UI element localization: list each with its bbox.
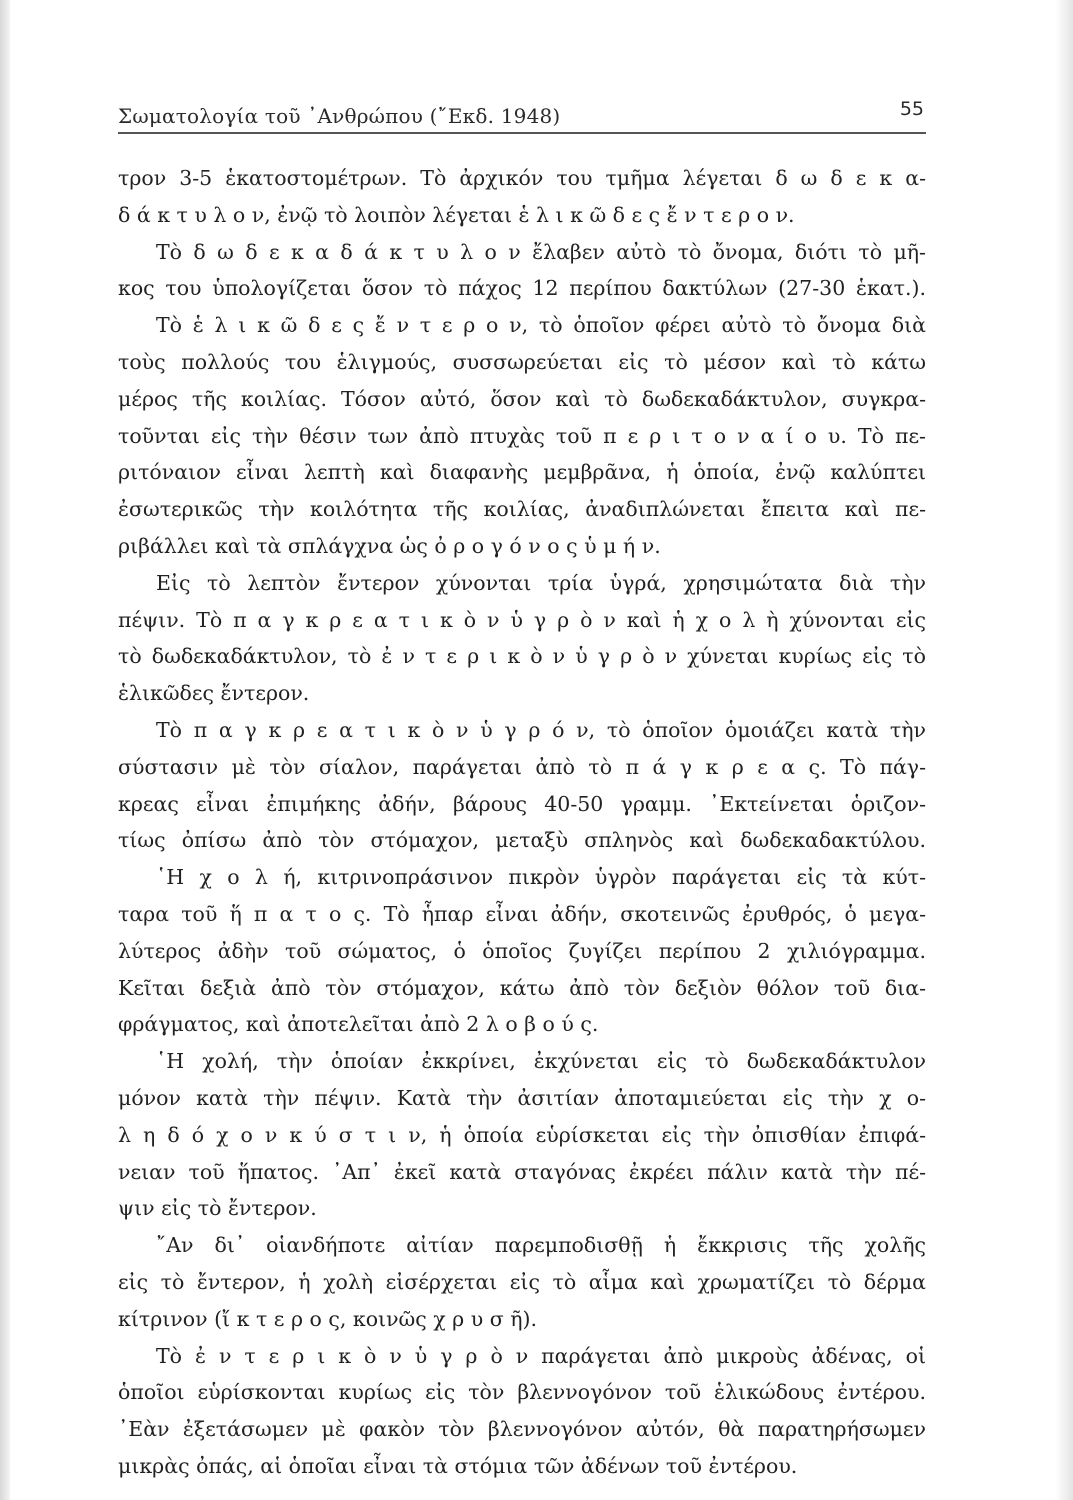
text-line: εἰς τὸ ἔντερον, ἡ χολὴ εἰσέρχεται εἰς τὸ αἷμα καὶ χρωματίζει τὸ δέρμα [118,1269,926,1294]
text-line: φράγματος, καὶ ἀποτελεῖται ἀπὸ 2 λ ο β ο ύ ς. [118,1012,599,1037]
page-edge-shadow [1055,0,1073,1500]
text-line: κος του ὑπολογίζεται ὅσον τὸ πάχος 12 περίπου δακτύλων (27-30 ἑκατ.). [118,276,926,301]
text-line: Τὸ ἑ λ ι κ ῶ δ ε ς ἔ ν τ ε ρ ο ν, τὸ ὁποῖον φέρει αὐτὸ τὸ ὄνομα διὰ [156,313,926,338]
text-line: πέψιν. Τὸ π α γ κ ρ ε α τ ι κ ὸ ν ὑ γ ρ ὸ ν καὶ ἡ χ ο λ ὴ χύνονται εἰς [118,607,926,632]
text-line: λ η δ ό χ ο ν κ ύ σ τ ι ν, ἡ ὁποία εὑρίσκεται εἰς τὴν ὀπισθίαν ἐπιφά- [118,1122,926,1147]
text-line: τίως ὀπίσω ἀπὸ τὸν στόμαχον, μεταξὺ σπληνὸς καὶ δωδεκαδακτύλου. [118,828,926,853]
text-line: Τὸ π α γ κ ρ ε α τ ι κ ὸ ν ὑ γ ρ ό ν, τὸ ὁποῖον ὁμοιάζει κατὰ τὴν [156,717,926,742]
text-line: μόνον κατὰ τὴν πέψιν. Κατὰ τὴν ἀσιτίαν ἀποταμιεύεται εἰς τὴν χ ο- [118,1085,926,1110]
text-line: ῎Αν δι᾿ οἱανδήποτε αἰτίαν παρεμποδισθῇ ἡ ἔκκρισις τῆς χολῆς [156,1233,926,1258]
running-header [118,96,926,134]
text-line: μικρὰς ὀπάς, αἱ ὁποῖαι εἶναι τὰ στόμια τῶν ἀδένων τοῦ ἐντέρου. [118,1453,798,1478]
page-number: 55 [899,98,924,120]
text-line: τοῦνται εἰς τὴν θέσιν των ἀπὸ πτυχὰς τοῦ π ε ρ ι τ ο ν α ί ο υ. Τὸ πε- [118,423,926,448]
text-line: Τὸ δ ω δ ε κ α δ ά κ τ υ λ ο ν ἔλαβεν αὐτὸ τὸ ὄνομα, διότι τὸ μῆ- [156,239,926,264]
text-line: Τὸ ἐ ν τ ε ρ ι κ ὸ ν ὑ γ ρ ὸ ν παράγεται ἀπὸ μικροὺς ἀδένας, οἱ [156,1343,926,1368]
text-line: νειαν τοῦ ἥπατος. ᾿Απ᾿ ἐκεῖ κατὰ σταγόνας ἐκρέει πάλιν κατὰ τὴν πέ- [118,1159,926,1184]
text-line: ᾿Εὰν ἐξετάσωμεν μὲ φακὸν τὸν βλεννογόνον αὐτόν, θὰ παρατηρήσωμεν [118,1417,926,1442]
text-line: Κεῖται δεξιὰ ἀπὸ τὸν στόμαχον, κάτω ἀπὸ τὸν δεξιὸν θόλον τοῦ δια- [118,975,926,1000]
text-line: κίτρινον (ἴ κ τ ε ρ ο ς, κοινῶς χ ρ υ σ ῆ). [118,1306,538,1331]
text-line: δ ά κ τ υ λ ο ν, ἐνῷ τὸ λοιπὸν λέγεται ἑ λ ι κ ῶ δ ε ς ἔ ν τ ε ρ ο ν. [118,202,795,227]
text-line: ὁποῖοι εὑρίσκονται κυρίως εἰς τὸν βλεννογόνον τοῦ ἑλικώδους ἐντέρου. [118,1380,926,1405]
text-line: μέρος τῆς κοιλίας. Τόσον αὐτό, ὅσον καὶ τὸ δωδεκαδάκτυλον, συγκρα- [118,386,926,411]
text-line: ψιν εἰς τὸ ἔντερον. [118,1196,317,1221]
text-line: ριτόναιον εἶναι λεπτὴ καὶ διαφανὴς μεμβρᾶνα, ἡ ὁποία, ἐνῷ καλύπτει [118,460,926,485]
text-line: τρον 3-5 ἑκατοστομέτρων. Τὸ ἀρχικόν του τμῆμα λέγεται δ ω δ ε κ α- [118,166,926,190]
text-line: κρεας εἶναι ἐπιμήκης ἀδήν, βάρους 40-50 γραμμ. ᾿Εκτείνεται ὁριζον- [118,791,926,816]
text-line: σύστασιν μὲ τὸν σίαλον, παράγεται ἀπὸ τὸ π ά γ κ ρ ε α ς. Τὸ πάγ- [118,754,926,779]
body-text [118,160,926,1485]
text-line: ῾Η χ ο λ ή, κιτρινοπράσινον πικρὸν ὑγρὸν παράγεται εἰς τὰ κύτ- [156,865,926,890]
running-title: Σωματολογία τοῦ ᾿Ανθρώπου (῎Εκδ. 1948) [118,104,566,128]
text-line: τὸ δωδεκαδάκτυλον, τὸ ἐ ν τ ε ρ ι κ ὸ ν ὑ γ ρ ὸ ν χύνεται κυρίως εἰς τὸ [118,644,926,669]
text-line: ῾Η χολή, τὴν ὁποίαν ἐκκρίνει, ἐκχύνεται εἰς τὸ δωδεκαδάκτυλον [156,1049,926,1074]
page-binding-shadow [0,0,10,1500]
text-line: ριβάλλει καὶ τὰ σπλάγχνα ὡς ὀ ρ ο γ ό ν ο ς ὑ μ ή ν. [118,533,661,558]
text-line: Εἰς τὸ λεπτὸν ἔντερον χύνονται τρία ὑγρά, χρησιμώτατα διὰ τὴν [156,570,926,595]
text-line: ταρα τοῦ ἥ π α τ ο ς. Τὸ ἧπαρ εἶναι ἀδήν, σκοτεινῶς ἐρυθρός, ὁ μεγα- [118,901,926,926]
text-line: τοὺς πολλούς του ἑλιγμούς, συσσωρεύεται εἰς τὸ μέσον καὶ τὸ κάτω [118,349,926,374]
text-line: ἑλικῶδες ἔντερον. [118,681,310,706]
text-line: λύτερος ἀδὴν τοῦ σώματος, ὁ ὁποῖος ζυγίζει περίπου 2 χιλιόγραμμα. [118,938,926,963]
text-line: ἐσωτερικῶς τὴν κοιλότητα τῆς κοιλίας, ἀναδιπλώνεται ἔπειτα καὶ πε- [118,497,926,522]
